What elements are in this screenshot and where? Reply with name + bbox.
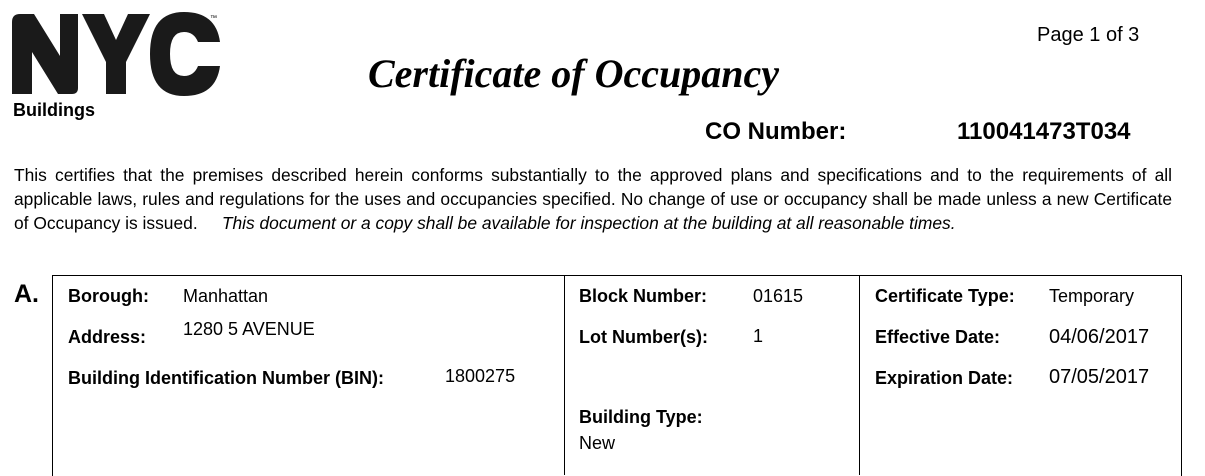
address-label: Address:	[68, 327, 147, 347]
building-type-label: Building Type:	[579, 407, 703, 427]
logo-subtitle: Buildings	[13, 100, 95, 120]
borough-label: Borough:	[68, 286, 149, 306]
bin-value: 1800275	[445, 366, 516, 386]
expiration-date-label: Expiration Date:	[875, 368, 1014, 388]
lot-number-label: Lot Number(s):	[579, 327, 708, 347]
bin-label: Building Identification Number (BIN):	[68, 368, 384, 388]
expiration-date-value: 07/05/2017	[1049, 366, 1150, 388]
certificate-type-value: Temporary	[1049, 286, 1135, 306]
nyc-buildings-logo	[12, 12, 222, 120]
certification-statement	[14, 163, 1172, 235]
certification-italic-note: This document or a copy shall be available for inspection at the building at all reasonable times.	[221, 213, 956, 233]
effective-date-value: 04/06/2017	[1049, 326, 1150, 348]
nyc-logo-icon	[12, 12, 222, 98]
certificate-type-label: Certificate Type:	[875, 286, 1015, 306]
co-number-value: 110041473T034	[957, 118, 1131, 145]
effective-date-label: Effective Date:	[875, 327, 1001, 347]
certification-text: This certifies that the premises described herein conforms substantially to the approved plans and specifications and to the requirements of all applicable laws, rules and regulations for the uses and occupancies specified. No change of use or occupancy shall be made unless a new Certificate of Occupancy is issued.	[14, 165, 1172, 233]
lot-number-value: 1	[753, 326, 764, 346]
block-number-value: 01615	[753, 286, 804, 306]
document-title: Certificate of Occupancy	[368, 51, 779, 96]
page-number: Page 1 of 3	[1037, 24, 1140, 46]
column-divider	[859, 275, 860, 475]
svg-text:™: ™	[210, 15, 217, 22]
building-type-value: New	[579, 433, 616, 453]
column-divider	[564, 275, 565, 475]
co-number-label: CO Number:	[705, 118, 847, 145]
section-letter: A.	[14, 280, 39, 308]
block-number-label: Block Number:	[579, 286, 708, 306]
borough-value: Manhattan	[183, 286, 269, 306]
address-value: 1280 5 AVENUE	[183, 319, 315, 339]
